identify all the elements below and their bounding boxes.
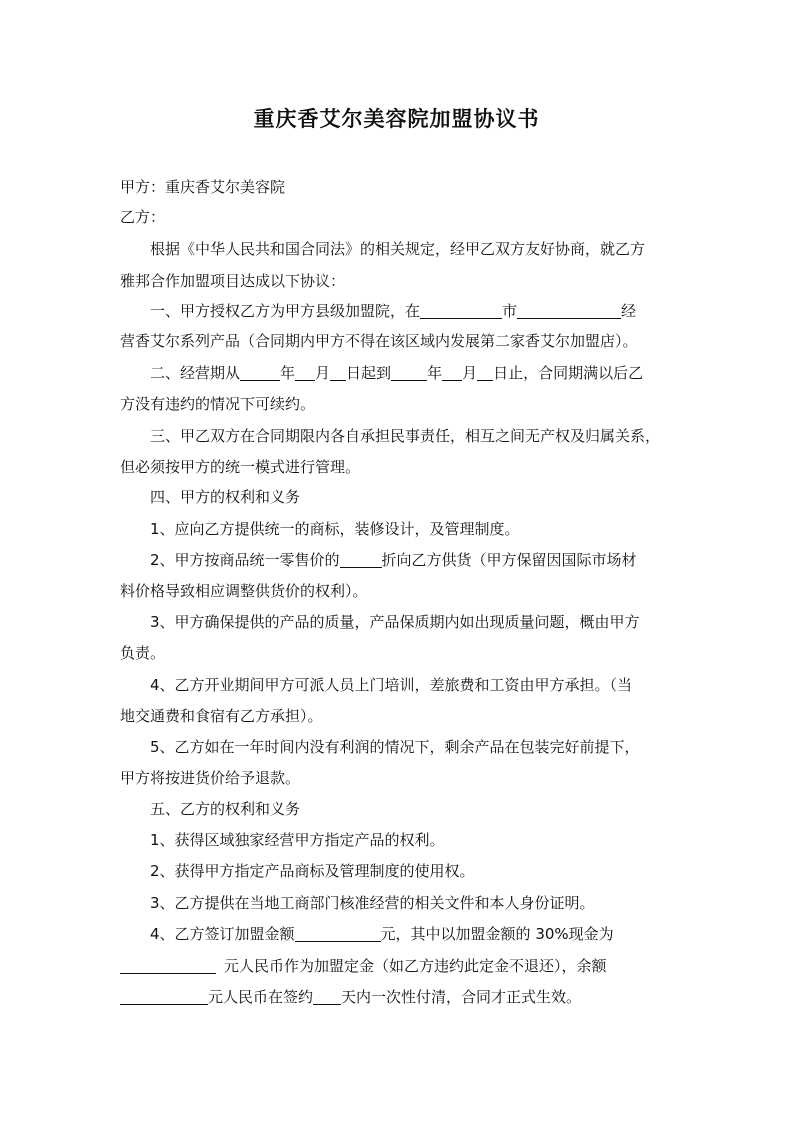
clause-2-year-label: 年 — [280, 364, 296, 382]
clause-1-line-2: 营香艾尔系列产品（合同期内甲方不得在该区域内发展第二家香艾尔加盟店）。 — [120, 332, 638, 350]
clause-2-line-1 — [150, 362, 680, 384]
clause-2-text-d: 日起到 — [346, 364, 392, 382]
s5-i4-text-a: 4、乙方签订加盟金额 — [150, 925, 295, 943]
section-5-item-4-line-3 — [120, 986, 680, 1008]
section-4-item-4-line-2: 地交通费和食宿有乙方承担）。 — [120, 707, 323, 725]
clause-2-line-2: 方没有违约的情况下可续约。 — [120, 395, 316, 413]
clause-2-end-year-label: 年 — [427, 364, 443, 382]
end-day-blank — [477, 364, 493, 381]
document-title: 重庆香艾尔美容院加盟协议书 — [253, 106, 540, 131]
clause-2-end-month-label: 月 — [462, 364, 478, 382]
section-4-item-4-line-1: 4、乙方开业期间甲方可派人员上门培训，差旅费和工资由甲方承担。（当 — [150, 676, 633, 694]
section-4-item-3-line-2: 负责。 — [120, 644, 166, 662]
section-4-item-2-line-1 — [150, 549, 680, 571]
section-5-heading: 五、乙方的权利和义务 — [150, 800, 301, 818]
clause-1-text-b: 市 — [502, 302, 518, 320]
section-4-item-5-line-2: 甲方将按进货价给予退款。 — [120, 769, 301, 787]
section-5-item-1: 1、获得区域独家经营甲方指定产品的权利。 — [150, 831, 445, 849]
start-year-blank — [240, 364, 280, 381]
party-a: 甲方：重庆香艾尔美容院 — [120, 178, 286, 196]
s5-i4-text-b: 元，其中以加盟金额的 30%现金为 — [380, 925, 614, 943]
section-4-item-3-line-1: 3、甲方确保提供的产品的质量，产品保质期内如出现质量问题，概由甲方 — [150, 613, 640, 631]
party-b: 乙方： — [120, 208, 166, 226]
start-day-blank — [330, 364, 346, 381]
s4-i2-text-b: 折向乙方供货（甲方保留因国际市场材 — [381, 551, 637, 569]
clause-1-text-a: 一、甲方授权乙方为甲方县级加盟院，在 — [150, 302, 421, 320]
franchise-amount-blank — [295, 925, 381, 942]
section-4-item-5-line-1: 5、乙方如在一年时间内没有利润的情况下，剩余产品在包装完好前提下， — [150, 738, 640, 756]
section-4-item-2-line-2: 料价格导致相应调整供货价的权利）。 — [120, 582, 368, 600]
section-4-item-1: 1、应向乙方提供统一的商标，装修设计，及管理制度。 — [150, 520, 520, 538]
section-5-item-2: 2、获得甲方指定产品商标及管理制度的使用权。 — [150, 862, 475, 880]
clause-3-line-1: 三、甲乙双方在合同期限内各自承担民事责任，相互之间无产权及归属关系， — [150, 427, 661, 445]
balance-blank — [120, 988, 208, 1005]
section-4-heading: 四、甲方的权利和义务 — [150, 488, 301, 506]
start-month-blank — [295, 364, 315, 381]
clause-2-month-label: 月 — [315, 364, 331, 382]
section-5-item-4-line-1 — [150, 923, 680, 945]
city-blank — [420, 302, 502, 319]
days-blank — [313, 988, 341, 1005]
area-blank — [517, 302, 621, 319]
s5-i4-line-3-text-a: 元人民币在签约 — [208, 988, 314, 1006]
end-year-blank — [391, 364, 427, 381]
clause-2-text-g: 日止，合同期满以后乙 — [493, 364, 644, 382]
clause-1-text-c: 经 — [621, 302, 637, 320]
s4-i2-text-a: 2、甲方按商品统一零售价的 — [150, 551, 340, 569]
deposit-blank — [120, 957, 216, 974]
discount-blank — [340, 551, 382, 568]
intro-line-2: 雅邦合作加盟项目达成以下协议： — [120, 272, 346, 290]
section-5-item-4-line-2 — [120, 955, 680, 977]
section-5-item-3: 3、乙方提供在当地工商部门核准经营的相关文件和本人身份证明。 — [150, 894, 595, 912]
clause-1-line-1 — [150, 300, 680, 322]
clause-2-text-a: 二、经营期从 — [150, 364, 241, 382]
clause-3-line-2: 但必须按甲方的统一模式进行管理。 — [120, 458, 361, 476]
end-month-blank — [442, 364, 462, 381]
s5-i4-line-3-text-b: 天内一次性付清，合同才正式生效。 — [341, 988, 582, 1006]
s5-i4-line-2-text: 元人民币作为加盟定金（如乙方违约此定金不退还），余额 — [224, 957, 607, 975]
intro-line-1: 根据《中华人民共和国合同法》的相关规定，经甲乙双方友好协商，就乙方 — [150, 240, 646, 258]
